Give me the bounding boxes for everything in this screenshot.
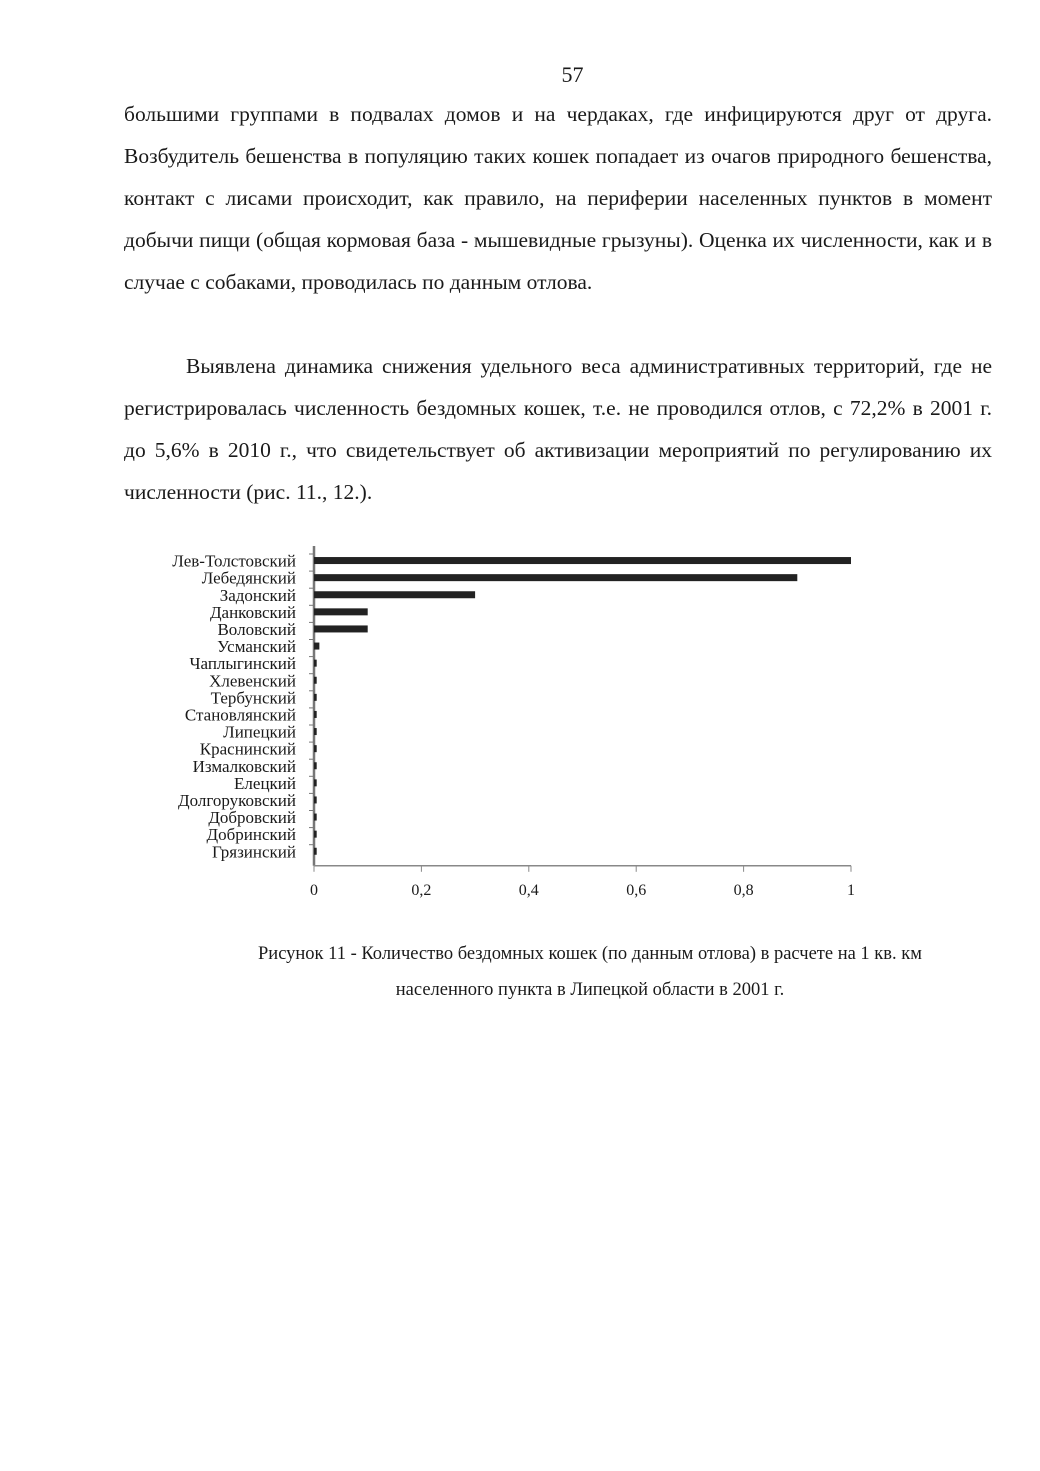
x-tick-label: 0 bbox=[310, 881, 318, 899]
bar bbox=[314, 643, 319, 650]
bar bbox=[314, 591, 475, 598]
category-label: Лев-Толстовский bbox=[172, 551, 296, 571]
category-label: Долгоруковский bbox=[177, 790, 296, 810]
bar-chart bbox=[140, 540, 880, 910]
category-label: Задонский bbox=[219, 585, 296, 605]
paragraph-2: Выявлена динамика снижения удельного веса административных территорий, где не регистрировалась численность бездомных кошек, т.е. не проводился отлов, с 72,2% в 2001 г. до 5,6% в 2010 г., что свидетельствует об активизации мероприятий по регулированию их численности (рис. 11., 12.). bbox=[124, 354, 992, 504]
bar bbox=[314, 745, 317, 752]
bar bbox=[314, 779, 317, 786]
bar bbox=[314, 728, 317, 735]
bar bbox=[314, 557, 851, 564]
category-label: Лебедянский bbox=[201, 568, 296, 588]
category-label: Грязинский bbox=[212, 842, 296, 862]
bar bbox=[314, 574, 797, 581]
category-label: Краснинский bbox=[199, 739, 296, 759]
category-label: Тербунский bbox=[210, 688, 296, 708]
page-number: 57 bbox=[561, 62, 584, 87]
x-tick-label: 0,2 bbox=[411, 881, 432, 899]
category-label: Воловский bbox=[217, 619, 296, 639]
category-label: Становлянский bbox=[184, 705, 296, 725]
bar bbox=[314, 814, 317, 821]
category-label: Данковский bbox=[209, 602, 296, 622]
bar bbox=[314, 711, 317, 718]
category-label: Елецкий bbox=[234, 773, 296, 793]
x-tick-label: 1 bbox=[847, 881, 855, 899]
x-tick-label: 0,8 bbox=[733, 881, 754, 899]
bar bbox=[314, 677, 317, 684]
paragraph-1: большими группами в подвалах домов и на чердаках, где инфицируются друг от друга. Возбудитель бешенства в популяцию таких кошек попадает из очагов природного бешенства, контакт с лисами происходит, как правило, на периферии населенных пунктов в момент добычи пищи (общая кормовая база - мышевидные грызуны). Оценка их численности, как и в случае с собаками, проводилась по данным отлова. bbox=[124, 102, 992, 294]
bar bbox=[314, 625, 368, 632]
bar bbox=[314, 762, 317, 769]
category-label: Чаплыгинский bbox=[189, 654, 296, 674]
category-label: Измалковский bbox=[192, 756, 296, 776]
category-label: Добровский bbox=[208, 808, 296, 828]
caption-line-2: населенного пункта в Липецкой области в 2001 г. bbox=[395, 980, 785, 1000]
bar bbox=[314, 694, 317, 701]
bar bbox=[314, 608, 368, 615]
bar bbox=[314, 848, 317, 855]
x-tick-label: 0,6 bbox=[626, 881, 647, 899]
figure-caption bbox=[150, 936, 1030, 1008]
caption-line-1: Рисунок 11 - Количество бездомных кошек (по данным отлова) в расчете на 1 кв. км bbox=[258, 944, 922, 964]
x-tick-label: 0,4 bbox=[518, 881, 539, 899]
category-label: Хлевенский bbox=[209, 671, 296, 691]
bar bbox=[314, 831, 317, 838]
category-label: Усманский bbox=[217, 637, 296, 657]
bar bbox=[314, 796, 317, 803]
category-label: Липецкий bbox=[223, 722, 296, 742]
category-label: Добринский bbox=[206, 825, 296, 845]
bar bbox=[314, 660, 317, 667]
